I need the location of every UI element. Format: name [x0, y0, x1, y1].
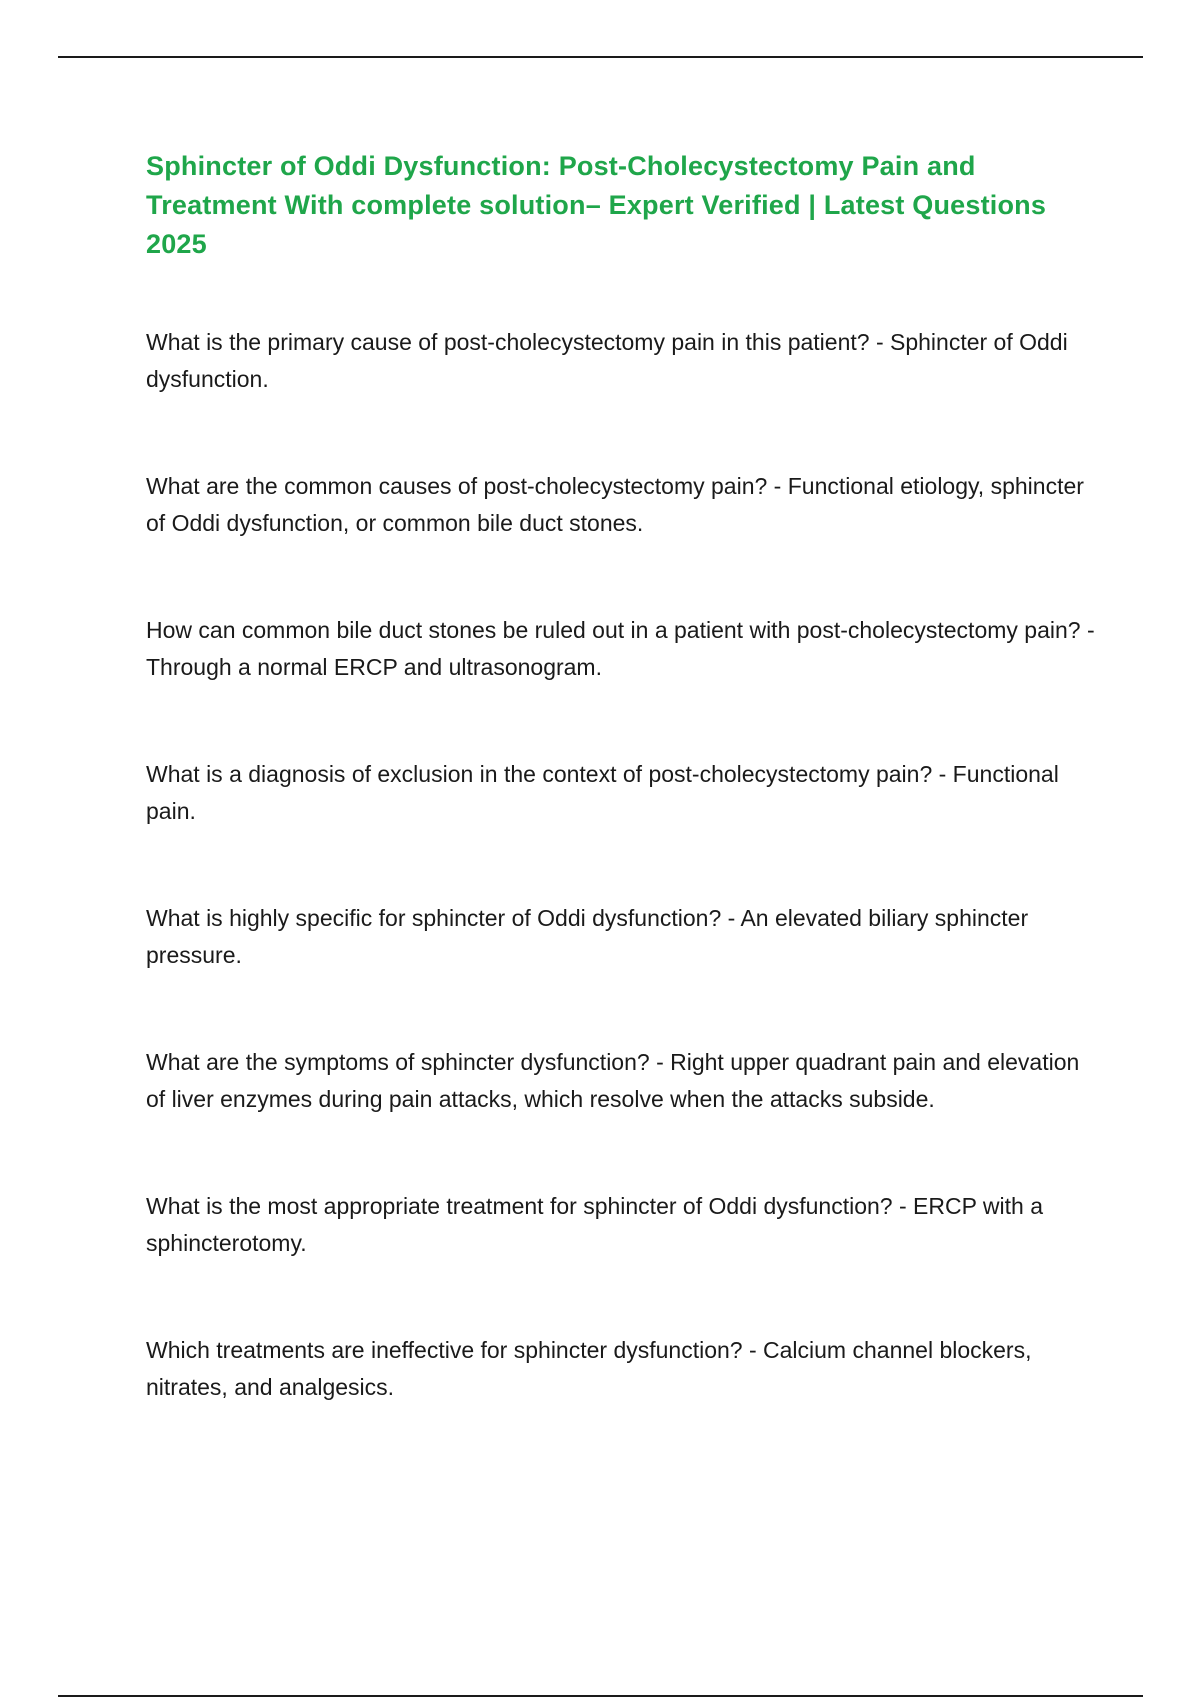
qa-item: What is the most appropriate treatment for sphincter of Oddi dysfunction? - ERCP with a sphincterotomy. — [146, 1193, 1043, 1256]
qa-item: Which treatments are ineffective for sphincter dysfunction? - Calcium channel blockers, nitrates, and analgesics. — [146, 1337, 1032, 1400]
qa-item: What is the primary cause of post-cholecystectomy pain in this patient? - Sphincter of Oddi dysfunction. — [146, 329, 1068, 392]
document-body — [146, 147, 1096, 1406]
qa-item: What is highly specific for sphincter of Oddi dysfunction? - An elevated biliary sphincter pressure. — [146, 905, 1029, 968]
qa-item: What are the common causes of post-cholecystectomy pain? - Functional etiology, sphincter of Oddi dysfunction, or common bile duct stones. — [146, 473, 1084, 536]
qa-item: What are the symptoms of sphincter dysfunction? - Right upper quadrant pain and elevation of liver enzymes during pain attacks, which resolve when the attacks subside. — [146, 1049, 1080, 1112]
bottom-divider — [58, 1695, 1143, 1697]
qa-item: How can common bile duct stones be ruled out in a patient with post-cholecystectomy pain? - Through a normal ERCP and ultrasonogram. — [146, 617, 1095, 680]
qa-item: What is a diagnosis of exclusion in the context of post-cholecystectomy pain? - Functional pain. — [146, 761, 1059, 824]
top-divider — [58, 56, 1143, 58]
qa-list — [146, 324, 1096, 1406]
document-title: Sphincter of Oddi Dysfunction: Post-Cholecystectomy Pain and Treatment With complete solution– Expert Verified | Latest Questions 2025 — [146, 151, 1047, 259]
